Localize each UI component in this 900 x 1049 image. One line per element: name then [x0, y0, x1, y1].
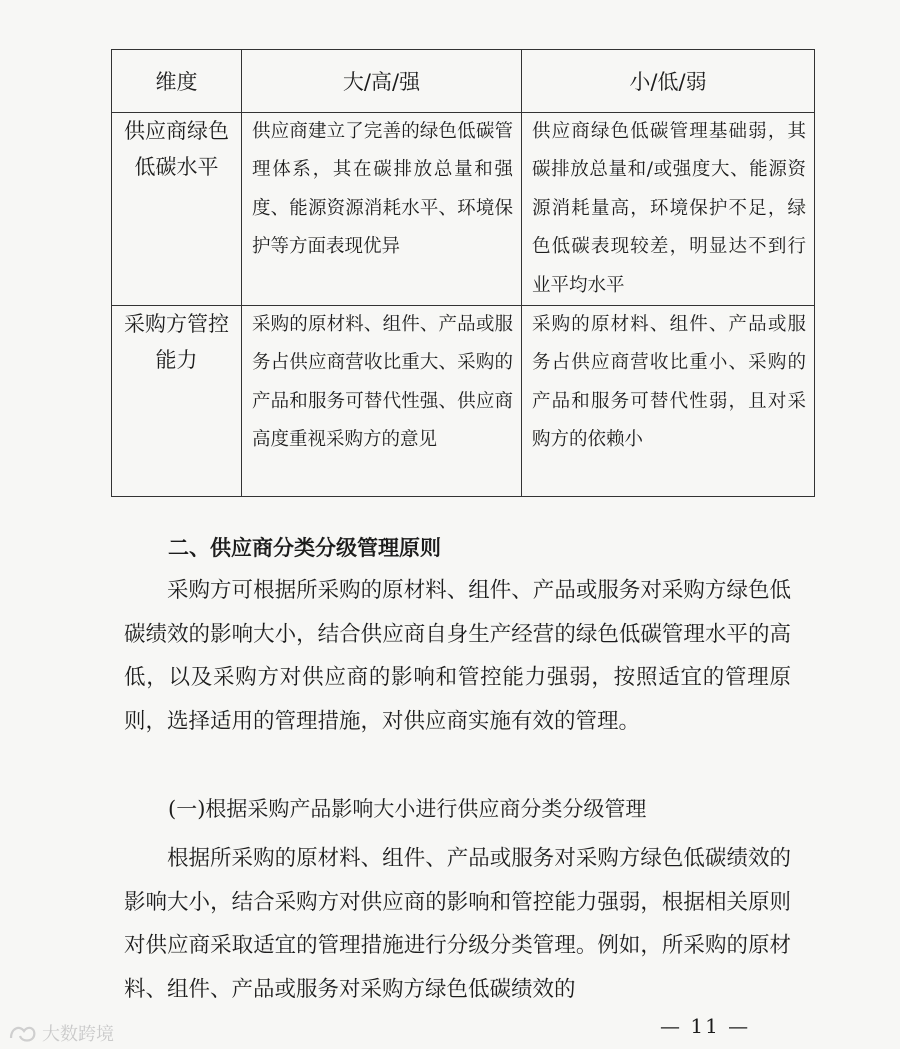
paragraph: 根据所采购的原材料、组件、产品或服务对采购方绿色低碳绩效的影响大小，结合采购方对供应商的影响和管控能力强弱，根据相关原则对供应商采取适宜的管理措施进行分级分类管理。例如，所采购的原材料、组件、产品或服务对采购方绿色低碳绩效的: [124, 846, 791, 1002]
cell-high: 供应商建立了完善的绿色低碳管理体系，其在碳排放总量和强度、能源资源消耗水平、环境保护等方面表现优异: [242, 113, 522, 306]
comparison-table: [111, 49, 815, 497]
page-number: — 11 —: [660, 1014, 751, 1038]
header-dimension: 维度: [112, 50, 242, 113]
watermark: [8, 1020, 114, 1046]
row-label: 采购方管控能力: [112, 306, 242, 497]
row-label: 供应商绿色低碳水平: [112, 113, 242, 306]
table-row: [112, 306, 815, 497]
table-row: [112, 113, 815, 306]
section-heading: 二、供应商分类分级管理原则: [168, 536, 441, 560]
subsection-heading: (一)根据采购产品影响大小进行供应商分类分级管理: [168, 797, 647, 821]
header-high: 大/高/强: [242, 50, 522, 113]
watermark-logo-icon: [8, 1022, 38, 1044]
table-header-row: [112, 50, 815, 113]
header-low: 小/低/弱: [522, 50, 815, 113]
paragraph: 采购方可根据所采购的原材料、组件、产品或服务对采购方绿色低碳绩效的影响大小，结合供应商自身生产经营的绿色低碳管理水平的高低，以及采购方对供应商的影响和管控能力强弱，按照适宜的管理原则，选择适用的管理措施，对供应商实施有效的管理。: [124, 578, 791, 734]
cell-high: 采购的原材料、组件、产品或服务占供应商营收比重大、采购的产品和服务可替代性强、供应商高度重视采购方的意见: [242, 306, 522, 497]
cell-low: 供应商绿色低碳管理基础弱，其碳排放总量和/或强度大、能源资源消耗量高，环境保护不足，绿色低碳表现较差，明显达不到行业平均水平: [522, 113, 815, 306]
watermark-text: 大数跨境: [42, 1024, 114, 1045]
cell-low: 采购的原材料、组件、产品或服务占供应商营收比重小、采购的产品和服务可替代性弱，且对采购方的依赖小: [522, 306, 815, 497]
